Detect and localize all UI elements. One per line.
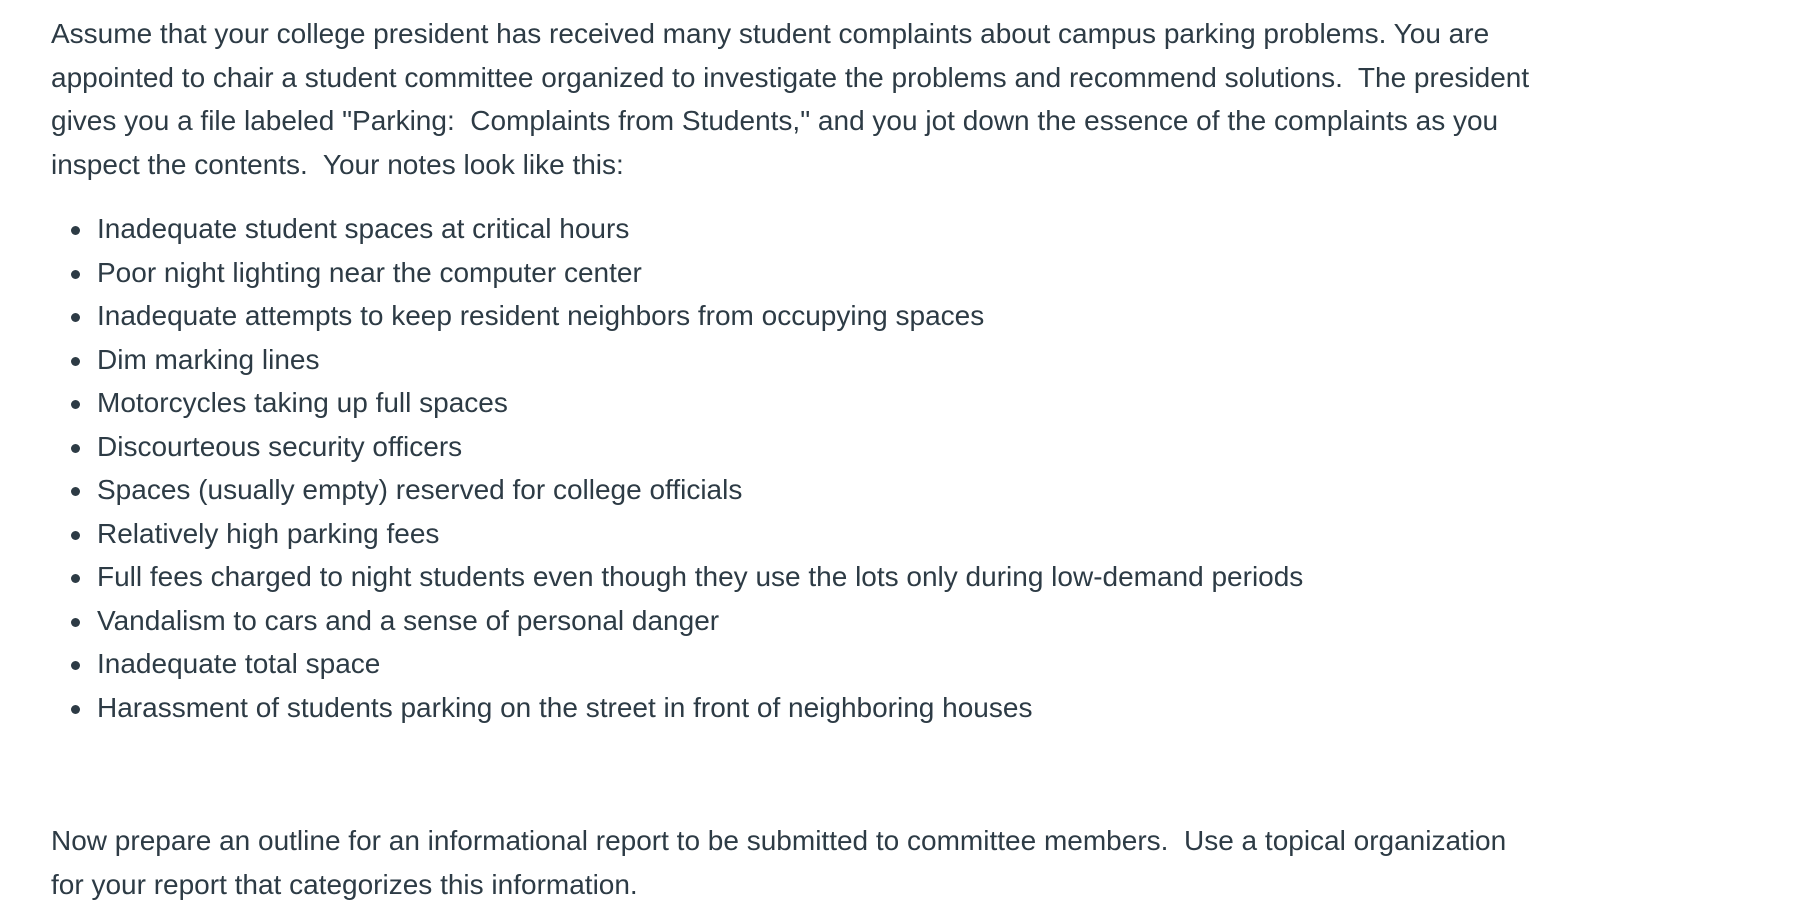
list-item: Full fees charged to night students even though they use the lots only during low-demand periods: [97, 555, 1303, 599]
list-item: Inadequate total space: [97, 642, 1303, 686]
intro-line: inspect the contents. Your notes look like this:: [51, 148, 624, 180]
list-item: Vandalism to cars and a sense of personal danger: [97, 599, 1303, 643]
intro-line: appointed to chair a student committee organized to investigate the problems and recommend solutions. The president: [51, 61, 1530, 93]
complaints-list: [51, 207, 1303, 729]
intro-line: gives you a file labeled "Parking: Complaints from Students," and you jot down the essence of the complaints as you: [51, 105, 1499, 136]
intro-paragraph: [51, 12, 1591, 186]
list-item: Spaces (usually empty) reserved for college officials: [97, 468, 1303, 512]
closing-line: Now prepare an outline for an informational report to be submitted to committee members. Use a topical organization: [51, 825, 1507, 856]
list-item: Dim marking lines: [97, 338, 1303, 382]
list-item: Discourteous security officers: [97, 425, 1303, 469]
list-item: Inadequate student spaces at critical hours: [97, 207, 1303, 251]
list-item: Inadequate attempts to keep resident neighbors from occupying spaces: [97, 294, 1303, 338]
list-item: Relatively high parking fees: [97, 512, 1303, 556]
list-item: Motorcycles taking up full spaces: [97, 381, 1303, 425]
closing-paragraph: [51, 819, 1591, 906]
list-item: Poor night lighting near the computer center: [97, 251, 1303, 295]
closing-line: for your report that categorizes this information.: [51, 868, 638, 900]
intro-line: Assume that your college president has received many student complaints about campus parking problems. You are: [51, 18, 1490, 49]
list-item: Harassment of students parking on the street in front of neighboring houses: [97, 686, 1303, 730]
